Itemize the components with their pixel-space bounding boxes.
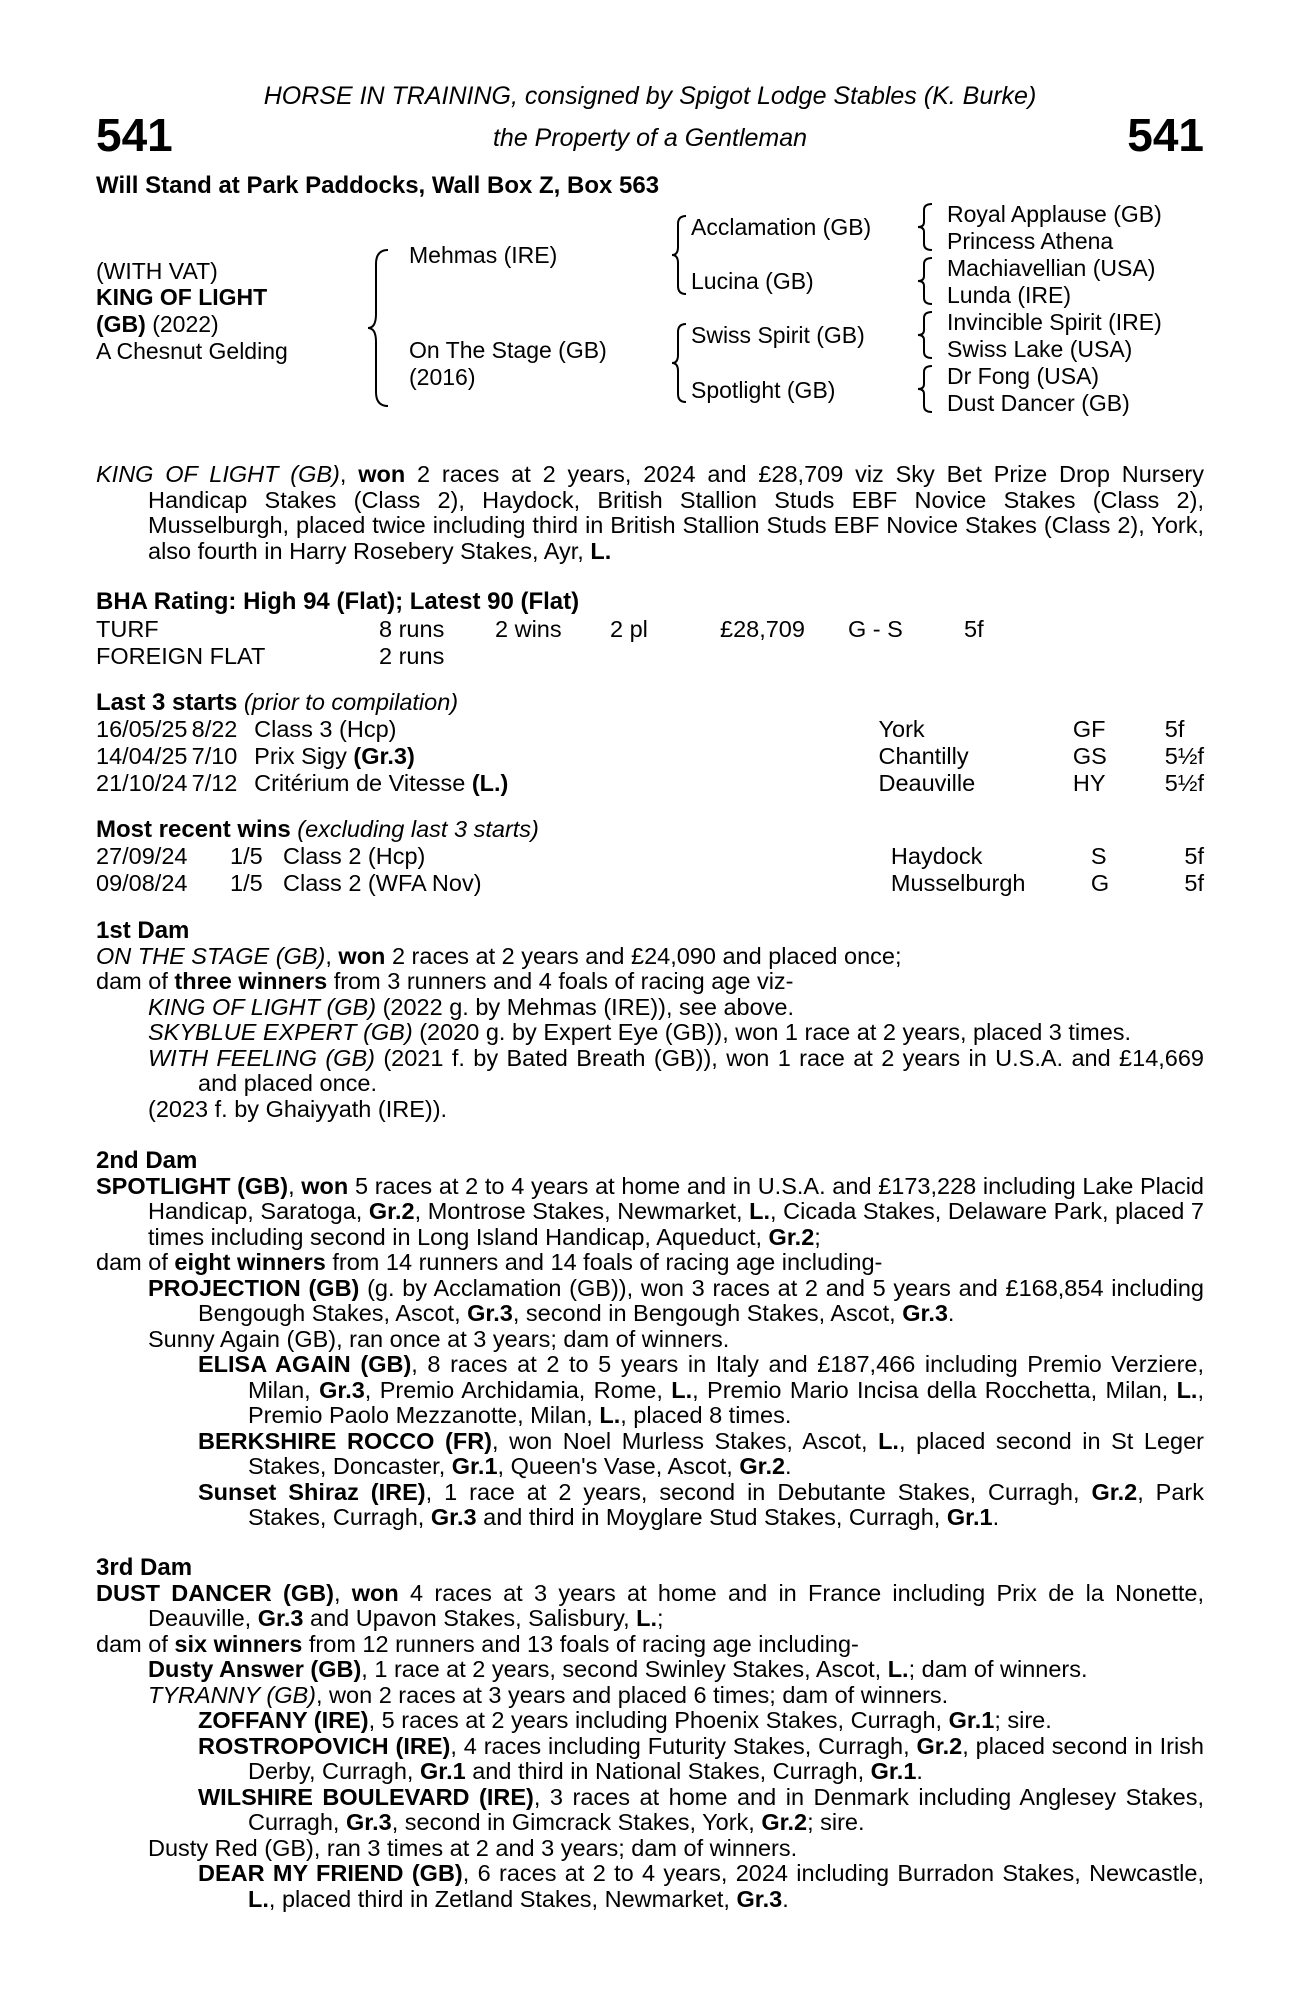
progeny-text: , 4 races including Futurity Stakes, Curragh, [450, 1732, 917, 1759]
progeny-text: , placed third in Zetland Stakes, Newmarket, [268, 1885, 737, 1912]
dam2-produce-b: eight winners [174, 1249, 326, 1275]
progeny-text: , won 2 races at 3 years and placed 6 times; dam of winners. [316, 1681, 949, 1708]
progeny-grade: L. [248, 1885, 269, 1912]
list-item [198, 1480, 1204, 1531]
pedigree-brace-sd [918, 256, 934, 306]
start-distance: 5f [1164, 715, 1185, 742]
rating-going [848, 643, 964, 670]
table-row [96, 716, 1204, 743]
progeny-text: (g. by Acclamation (GB)), won 3 races at 2 and 5 years and £168,854 including Bengough Stakes, Ascot, [198, 1274, 1204, 1326]
horse-year: (2022) [145, 311, 219, 337]
win-going: S [1090, 842, 1107, 869]
dam1-produce-c: from 3 runners and 4 foals of racing age viz- [327, 968, 794, 994]
progeny-grade: Gr.2 [916, 1732, 963, 1759]
win-position: 1/5 [230, 842, 263, 869]
table-row [96, 770, 1204, 797]
dam-dam: Spotlight (GB) [691, 377, 836, 403]
start-position: 7/12 [191, 769, 238, 796]
progeny-name: TYRANNY (GB) [148, 1681, 316, 1708]
summary-won: won [358, 461, 406, 487]
start-course: York [878, 715, 925, 742]
horse-description: A Chesnut Gelding [96, 338, 288, 364]
rating-prize: £28,709 [720, 616, 805, 642]
start-going: GF [1072, 715, 1106, 742]
progeny-grade: Gr.2 [739, 1453, 786, 1479]
start-going: GS [1072, 742, 1107, 769]
progeny-name: WILSHIRE BOULEVARD (IRE) [198, 1783, 534, 1810]
vat-note: (WITH VAT) [96, 258, 218, 284]
win-position: 1/5 [230, 869, 263, 896]
progeny-text: ; sire. [807, 1809, 865, 1835]
win-distance: 5f [1184, 842, 1204, 869]
pedigree-brace-main [368, 248, 392, 408]
table-row [96, 643, 984, 670]
start-course: Chantilly [878, 742, 969, 769]
dam3-produce-a: dam of [96, 1630, 175, 1657]
progeny-text: , Premio Archidamia, Rome, [364, 1376, 672, 1403]
table-row [96, 743, 1204, 770]
list-item [198, 1734, 1204, 1785]
third-dam-section: 3rd Dam DUST DANCER (GB), won 4 races at 3 years at home and in France including Prix de la Nonette, Deauville, Gr.3 and Upavon Stakes, Salisbury, L.; dam of six winners from 12 runners and 13 foals of racing age including- Dusty Answer (GB), 1 race at 2 years, second Swinley Stakes, Ascot, L.; dam of winners. TYRANNY (GB), won 2 races at 3 years and placed 6 times; dam of winners. ZOFFANY (IRE), 5 races at 2 years including Phoenix Stakes, Curragh, Gr.1; sire. ROSTROPOVICH (IRE), 4 races including Futurity Stakes, Curragh, Gr.2, placed second in Irish Derby, Curragh, Gr.1 and third in National Stakes, Curragh, Gr.1. WILSHIRE BOULEVARD (IRE), 3 races at home and in Denmark including Anglesey Stakes, Curragh, Gr.3, second in Gimcrack Stakes, York, Gr.2; sire. Dusty Red (GB), ran 3 times at 2 and 3 years; dam of winners. DEAR MY FRIEND (GB), 6 races at 2 to 4 years, 2024 including Burradon Stakes, Newcastle, L., placed third in Zetland Stakes, Newmarket, Gr.3. [96, 1554, 1205, 1912]
dam2-text: ; [814, 1223, 821, 1250]
progeny-grade: L. [1176, 1376, 1198, 1403]
rating-label: TURF [96, 616, 159, 642]
progeny-grade: L. [887, 1656, 909, 1682]
rating-placed [610, 643, 720, 670]
dam3-produce-c: from 12 runners and 13 foals of racing age including- [302, 1630, 859, 1657]
progeny-text: , Premio Mario Incisa della Rocchetta, Milan, [692, 1376, 1177, 1403]
progeny-text: and third in National Stakes, Curragh, [465, 1758, 871, 1784]
progeny-text: , second in Bengough Stakes, Ascot, [512, 1300, 903, 1326]
list-item [198, 1785, 1204, 1836]
progeny-name: SKYBLUE EXPERT (GB) [148, 1019, 413, 1045]
start-distance: 5½f [1164, 742, 1204, 769]
progeny-grade: Gr.1 [948, 1707, 995, 1733]
list-item [148, 1046, 1204, 1097]
pedigree-brace-ss [918, 202, 934, 252]
pedigree-brace-dam [672, 322, 688, 404]
dam-sire: Swiss Spirit (GB) [691, 322, 865, 348]
list-item [148, 1020, 1204, 1046]
table-row [96, 616, 984, 643]
progeny-text: and third in Moyglare Stud Stakes, Curragh, [476, 1504, 947, 1530]
win-course: Musselburgh [890, 869, 1026, 896]
win-date: 27/09/24 [96, 842, 188, 869]
list-item [198, 1352, 1204, 1429]
progeny-text: , second in Gimcrack Stakes, York, [391, 1809, 762, 1835]
pedigree-brace-sire [672, 214, 688, 296]
progeny-name: ZOFFANY (IRE) [198, 1707, 369, 1733]
progeny-text: , placed second in St Leger Stakes, Doncaster, [248, 1427, 1204, 1479]
dam3-produce-b: six winners [174, 1630, 303, 1657]
progeny-grade: L. [599, 1402, 621, 1428]
progeny-text: , 1 race at 2 years, second in Debutante Stakes, Curragh, [425, 1478, 1092, 1505]
progeny-grade: Gr.3 [430, 1504, 477, 1530]
progeny-name: ROSTROPOVICH (IRE) [198, 1732, 451, 1759]
second-dam-title: 2nd Dam [96, 1147, 198, 1174]
progeny-text: , 1 race at 2 years, second Swinley Stakes, Ascot, [361, 1656, 888, 1682]
dam1-name: ON THE STAGE (GB) [96, 942, 326, 969]
recent-title: Most recent wins [96, 816, 291, 843]
table-row [96, 843, 1204, 870]
start-position: 8/22 [191, 715, 238, 742]
progeny-text: , won Noel Murless Stakes, Ascot, [492, 1427, 879, 1454]
sire: Mehmas (IRE) [409, 242, 558, 268]
list-item [148, 1657, 1204, 1683]
progeny-grade: Gr.2 [1091, 1478, 1138, 1505]
win-going: G [1090, 869, 1110, 896]
progeny-text: . [785, 1453, 792, 1479]
list-item [148, 1327, 1204, 1353]
progeny-text: . [916, 1758, 923, 1784]
rating-distance: 5f [964, 616, 984, 642]
progeny-text: Sunny Again (GB), ran once at 3 years; dam of winners. [148, 1325, 730, 1352]
dam2-text: , Montrose Stakes, Newmarket, [414, 1198, 750, 1224]
progeny-text: , 6 races at 2 to 4 years, 2024 including Burradon Stakes, Newcastle, [462, 1860, 1204, 1886]
win-course: Haydock [890, 842, 983, 869]
pedigree-brace-dd [918, 364, 934, 414]
dam1-produce-b: three winners [174, 968, 328, 994]
summary-text: 2 races at 2 years, 2024 and £28,709 viz Sky Bet Prize Drop Nursery Handicap Stakes (Class 2), Haydock, British Stallion Studs EBF Novice Stakes (Class 2), Musselburgh, placed twice including third in British Stallion Studs EBF Novice Stakes (Class 2), York, also fourth in Harry Rosebery Stakes, Ayr, [148, 461, 1205, 564]
last-3-starts-section [96, 690, 1204, 797]
horse-country: (GB) [96, 311, 146, 337]
pedigree-brace-ds [918, 310, 934, 360]
start-date: 16/05/25 [96, 715, 188, 742]
sire-dam-sire: Machiavellian (USA) [947, 255, 1156, 281]
progeny-name: Sunset Shiraz (IRE) [198, 1478, 426, 1505]
property-line: the Property of a Gentleman [492, 124, 808, 152]
rating-going: G - S [848, 616, 903, 642]
progeny-text: . [947, 1300, 955, 1326]
dam1-produce-a: dam of [96, 968, 175, 994]
progeny-text: . [782, 1885, 789, 1912]
progeny-grade: Gr.3 [467, 1300, 513, 1326]
stand-location: Will Stand at Park Paddocks, Wall Box Z, Box 563 [96, 172, 660, 199]
horse-name [96, 284, 267, 311]
progeny-name: WITH FEELING (GB) [148, 1044, 375, 1071]
second-dam-section: 2nd Dam SPOTLIGHT (GB), won 5 races at 2 to 4 years at home and in U.S.A. and £173,228 including Lake Placid Handicap, Saratoga, Gr.2, Montrose Stakes, Newmarket, L., Cicada Stakes, Delaware Park, placed 7 times including second in Long Island Handicap, Aqueduct, Gr.2; dam of eight winners from 14 runners and 14 foals of racing age including- PROJECTION (GB) (g. by Acclamation (GB)), won 3 races at 2 and 5 years and £168,854 including Bengough Stakes, Ascot, Gr.3, second in Bengough Stakes, Ascot, Gr.3. Sunny Again (GB), ran once at 3 years; dam of winners. ELISA AGAIN (GB), 8 races at 2 to 5 years in Italy and £187,466 including Premio Verziere, Milan, Gr.3, Premio Archidamia, Rome, L., Premio Mario Incisa della Rocchetta, Milan, L., Premio Paolo Mezzanotte, Milan, L., placed 8 times. BERKSHIRE ROCCO (FR), won Noel Murless Stakes, Ascot, L., placed second in St Leger Stakes, Doncaster, Gr.1, Queen's Vase, Ascot, Gr.2. Sunset Shiraz (IRE), 1 race at 2 years, second in Debutante Stakes, Curragh, Gr.2, Park Stakes, Curragh, Gr.3 and third in Moyglare Stud Stakes, Curragh, Gr.1. [96, 1147, 1205, 1530]
table-row [96, 870, 1204, 897]
rating-runs: 2 runs [379, 643, 445, 669]
start-date: 14/04/25 [96, 742, 188, 769]
progeny-grade: Gr.3 [345, 1809, 392, 1835]
progeny-grade: Gr.1 [419, 1758, 466, 1784]
dam-dam-dam: Dust Dancer (GB) [947, 390, 1130, 416]
start-position: 7/10 [191, 742, 238, 769]
dam3-grade: Gr.3 [257, 1605, 304, 1631]
list-item [148, 995, 1204, 1021]
last3-note: (prior to compilation) [237, 689, 459, 715]
dam2-won: won [301, 1172, 349, 1199]
progeny-grade: Gr.3 [319, 1376, 365, 1403]
start-going: HY [1072, 769, 1106, 796]
recent-table [96, 843, 1204, 897]
progeny-name: Dusty Answer (GB) [148, 1656, 362, 1682]
progeny-name: PROJECTION (GB) [148, 1274, 360, 1301]
progeny-text: , 8 races at 2 to 5 years in Italy and £187,466 including Premio Verziere, Milan, [248, 1351, 1205, 1403]
bha-rating-title: BHA Rating: High 94 (Flat); Latest 90 (Flat) [96, 588, 580, 615]
lot-number-right: 541 [1127, 109, 1204, 161]
list-item [198, 1861, 1204, 1912]
rating-wins: 2 wins [495, 616, 562, 642]
progeny-text: (2021 f. by Bated Breath (GB)), won 1 race at 2 years in U.S.A. and £14,669 and placed once. [198, 1044, 1205, 1096]
list-item [198, 1708, 1204, 1734]
progeny-grade: Gr.2 [761, 1809, 808, 1835]
summary-horse-name: KING OF LIGHT (GB) [96, 461, 340, 487]
recent-note: (excluding last 3 starts) [290, 816, 539, 842]
rating-distance [964, 643, 984, 670]
dam1-text: 2 races at 2 years and £24,090 and placed once; [385, 942, 902, 969]
dam3-won: won [351, 1579, 399, 1606]
progeny-text: . [992, 1504, 1000, 1530]
list-item [148, 1683, 1204, 1709]
rating-table [96, 616, 984, 670]
progeny-grade: L. [671, 1376, 693, 1403]
last3-table [96, 716, 1204, 797]
progeny-name: DEAR MY FRIEND (GB) [198, 1860, 463, 1886]
sire-sire-sire: Royal Applause (GB) [947, 201, 1162, 227]
race-summary: KING OF LIGHT (GB), won 2 races at 2 years, 2024 and £28,709 viz Sky Bet Prize Drop Nursery Handicap Stakes (Class 2), Haydock, British Stallion Studs EBF Novice Stakes (Class 2), Musselburgh, placed twice including third in British Stallion Studs EBF Novice Stakes (Class 2), York, also fourth in Harry Rosebery Stakes, Ayr, L. [96, 461, 1205, 564]
first-dam-title: 1st Dam [96, 917, 190, 944]
rating-placed: 2 pl [610, 616, 648, 642]
dam1-won: won [338, 942, 386, 969]
third-dam-title: 3rd Dam [96, 1554, 193, 1581]
list-item [148, 1276, 1204, 1327]
progeny-text: Dusty Red (GB), ran 3 times at 2 and 3 years; dam of winners. [148, 1834, 798, 1861]
rating-runs: 8 runs [379, 616, 445, 642]
progeny-text: , placed 8 times. [620, 1402, 792, 1428]
start-grade: (Gr.3) [353, 742, 415, 769]
dam-dam-sire: Dr Fong (USA) [947, 363, 1100, 389]
progeny-grade: Gr.1 [451, 1453, 498, 1479]
horse-name-text: KING OF LIGHT [96, 284, 268, 310]
progeny-grade: Gr.1 [870, 1758, 917, 1784]
recent-wins-section [96, 817, 1204, 897]
start-race: Prix Sigy [254, 742, 354, 769]
win-race: Class 2 (WFA Nov) [283, 869, 482, 896]
progeny-text: (2022 g. by Mehmas (IRE)), see above. [376, 993, 795, 1020]
bha-rating-section [96, 588, 984, 670]
sire-sire-dam: Princess Athena [947, 228, 1114, 254]
dam3-grade: L. [636, 1605, 658, 1631]
lot-number-left: 541 [96, 109, 173, 161]
start-race: Critérium de Vitesse [254, 769, 472, 796]
progeny-text: , Park Stakes, Curragh, [248, 1478, 1204, 1530]
progeny-grade: Gr.3 [902, 1300, 948, 1326]
rating-prize [720, 643, 848, 670]
horse-country-year [96, 311, 219, 338]
progeny-grade: L. [878, 1427, 899, 1454]
progeny-text: (2020 g. by Expert Eye (GB)), won 1 race at 2 years, placed 3 times. [412, 1019, 1132, 1045]
dam2-produce-a: dam of [96, 1249, 175, 1275]
list-item [148, 1097, 1204, 1123]
progeny-text: , placed second in Irish Derby, Curragh, [248, 1732, 1205, 1784]
progeny-text: , 5 races at 2 years including Phoenix Stakes, Curragh, [368, 1707, 949, 1733]
progeny-text: , Queen's Vase, Ascot, [497, 1453, 740, 1479]
sire-sire: Acclamation (GB) [691, 214, 872, 240]
progeny-text: ; dam of winners. [908, 1656, 1088, 1682]
progeny-text: (2023 f. by Ghaiyyath (IRE)). [148, 1095, 448, 1122]
first-dam-section: 1st Dam ON THE STAGE (GB), won 2 races at 2 years and £24,090 and placed once; dam of three winners from 3 runners and 4 foals of racing age viz- KING OF LIGHT (GB) (2022 g. by Mehmas (IRE)), see above. SKYBLUE EXPERT (GB) (2020 g. by Expert Eye (GB)), won 1 race at 2 years, placed 3 times. WITH FEELING (GB) (2021 f. by Bated Breath (GB)), won 1 race at 2 years in U.S.A. and £14,669 and placed once. (2023 f. by Ghaiyyath (IRE)). [96, 917, 1205, 1122]
dam2-text: 5 races at 2 to 4 years at home and in U.S.A. and £173,228 including Lake Placid Handicap, Saratoga, [148, 1172, 1204, 1224]
dam-sire-sire: Invincible Spirit (IRE) [947, 309, 1162, 335]
dam-year: (2016) [409, 364, 476, 390]
dam2-text: , Cicada Stakes, Delaware Park, placed 7 times including second in Long Island Handicap, Aqueduct, [148, 1198, 1204, 1250]
progeny-text: ; sire. [994, 1707, 1052, 1733]
win-race: Class 2 (Hcp) [283, 842, 426, 869]
start-distance: 5½f [1164, 769, 1204, 796]
progeny-grade: Gr.1 [946, 1504, 993, 1530]
progeny-name: ELISA AGAIN (GB) [198, 1351, 412, 1377]
dam2-produce-c: from 14 runners and 14 foals of racing age including- [325, 1249, 883, 1275]
dam3-name: DUST DANCER (GB) [96, 1579, 334, 1606]
progeny-grade: Gr.3 [736, 1885, 783, 1912]
list-item [148, 1836, 1204, 1862]
dam3-text: ; [657, 1605, 664, 1631]
summary-listed: L. [590, 537, 612, 564]
dam-sire-dam: Swiss Lake (USA) [947, 336, 1133, 362]
dam2-grade: Gr.2 [768, 1223, 815, 1250]
rating-wins [495, 643, 610, 670]
dam: On The Stage (GB) [409, 337, 607, 363]
consignor-line: HORSE IN TRAINING, consigned by Spigot Lodge Stables (K. Burke) [263, 82, 1037, 110]
progeny-text: , Premio Paolo Mezzanotte, Milan, [248, 1376, 1204, 1428]
start-race: Class 3 (Hcp) [254, 715, 397, 742]
start-grade: (L.) [471, 769, 509, 796]
start-course: Deauville [878, 769, 976, 796]
progeny-name: BERKSHIRE ROCCO (FR) [198, 1427, 493, 1454]
dam3-text: 4 races at 3 years at home and in France including Prix de la Nonette, Deauville, [148, 1579, 1205, 1631]
sire-dam: Lucina (GB) [691, 268, 814, 294]
progeny-name: KING OF LIGHT (GB) [148, 993, 377, 1020]
dam2-name: SPOTLIGHT (GB) [96, 1172, 289, 1199]
start-date: 21/10/24 [96, 769, 188, 796]
list-item [198, 1429, 1204, 1480]
win-distance: 5f [1184, 869, 1204, 896]
progeny-text: , 3 races at home and in Denmark including Anglesey Stakes, Curragh, [248, 1783, 1204, 1835]
dam2-grade: L. [749, 1198, 771, 1224]
dam3-text: and Upavon Stakes, Salisbury, [303, 1605, 637, 1631]
dam2-grade: Gr.2 [368, 1198, 415, 1224]
rating-label: FOREIGN FLAT [96, 643, 266, 669]
last3-title: Last 3 starts [96, 689, 238, 716]
win-date: 09/08/24 [96, 869, 188, 896]
sire-dam-dam: Lunda (IRE) [947, 282, 1072, 308]
